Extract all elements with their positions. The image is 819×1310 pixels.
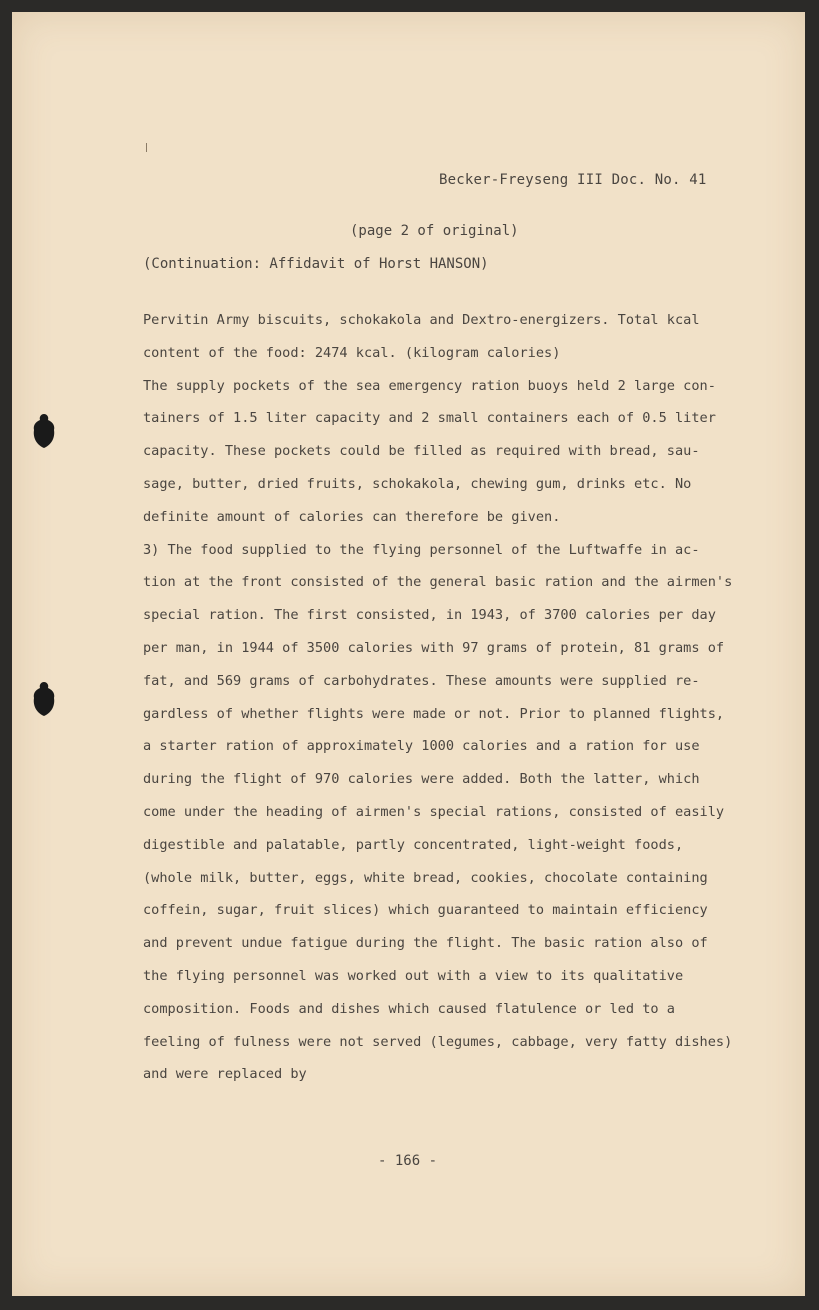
text-line: digestible and palatable, partly concentrated, light-weight foods, [143,836,684,853]
text-line: tainers of 1.5 liter capacity and 2 small containers each of 0.5 liter [143,410,716,427]
document-reference: Becker-Freyseng III Doc. No. 41 [439,172,707,188]
punch-hole-icon [33,682,55,716]
text-line: capacity. These pockets could be filled as required with bread, sau- [143,443,700,460]
text-line: sage, butter, dried fruits, schokakola, chewing gum, drinks etc. No [143,475,692,492]
page-note: (page 2 of original) [350,223,519,239]
text-line: composition. Foods and dishes which caused flatulence or led to a [143,1000,675,1017]
text-line: a starter ration of approximately 1000 calories and a ration for use [143,738,700,755]
text-line: per man, in 1944 of 3500 calories with 97 grams of protein, 81 grams of [143,639,725,656]
text-line: definite amount of calories can therefore be given. [143,508,561,525]
text-line: The supply pockets of the sea emergency ration buoys held 2 large con- [143,377,716,394]
text-line: special ration. The first consisted, in 1943, of 3700 calories per day [143,607,716,624]
text-line: Pervitin Army biscuits, schokakola and Dextro-energizers. Total kcal [143,312,700,328]
page-number: - 166 - [378,1153,438,1169]
text-line: 3) The food supplied to the flying personnel of the Luftwaffe in ac- [143,541,700,558]
text-line: content of the food: 2474 kcal. (kilogram calories) [143,344,561,361]
text-line: (whole milk, butter, eggs, white bread, cookies, chocolate containing [143,869,708,886]
text-line: coffein, sugar, fruit slices) which guaranteed to maintain efficiency [143,902,708,919]
text-line: tion at the front consisted of the general basic ration and the airmen's [143,574,733,591]
text-line: the flying personnel was worked out with a view to its qualitative [143,967,684,984]
continuation-heading: (Continuation: Affidavit of Horst HANSON) [143,256,489,272]
text-line: come under the heading of airmen's special rations, consisted of easily [143,803,725,820]
text-line: gardless of whether flights were made or not. Prior to planned flights, [143,705,725,722]
text-line: and were replaced by [143,1066,307,1083]
text-line: and prevent undue fatigue during the flight. The basic ration also of [143,935,708,952]
body-text [143,304,743,1091]
text-line: during the flight of 970 calories were added. Both the latter, which [143,771,700,788]
text-line: fat, and 569 grams of carbohydrates. These amounts were supplied re- [143,672,700,689]
document-page [12,12,805,1296]
punch-hole-icon [33,414,55,448]
text-line: feeling of fulness were not served (legumes, cabbage, very fatty dishes) [143,1033,733,1050]
stray-mark [146,143,147,152]
